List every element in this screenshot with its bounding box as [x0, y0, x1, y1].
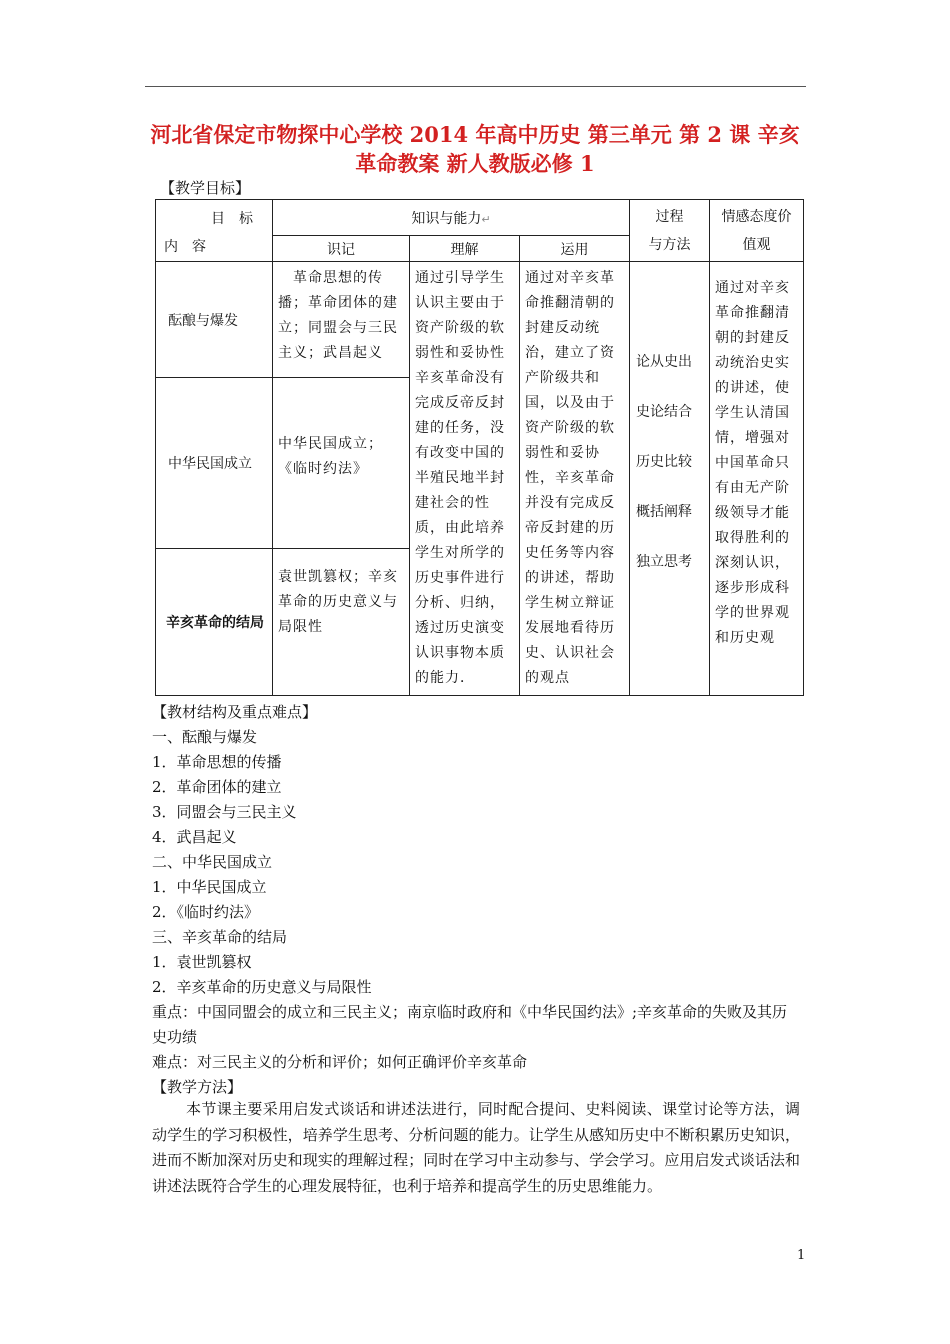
row-label-outcome: 辛亥革命的结局 — [156, 548, 273, 695]
structure-line: 1．革命思想的传播 — [152, 753, 282, 771]
document-title — [130, 120, 820, 178]
page-number: 1 — [797, 1248, 806, 1263]
section-heading-structure: 【教材结构及重点难点】 — [152, 703, 318, 721]
structure-line: 二、中华民国成立 — [152, 853, 273, 871]
memory-cell-brewing: 革命思想的传播；革命团体的建立；同盟会与三民主义；武昌起义 — [273, 262, 410, 378]
header-rule — [145, 86, 806, 87]
process-item: 论从史出 — [636, 354, 693, 370]
apply-cell: 通过对辛亥革命推翻清朝的封建反动统治，建立了资产阶级共和国，以及由于资产阶级的软弱性和妥协性，辛亥革命并没有完成反帝反封建的历史任务等内容的讲述，帮助学生树立辩证发展地看待历史、认识社会的观点 — [520, 262, 630, 696]
structure-line: 1．袁世凯篡权 — [152, 953, 252, 971]
structure-line: 1．中华民国成立 — [152, 878, 267, 896]
header-content: 内 容 — [164, 239, 206, 255]
objectives-table — [155, 199, 804, 696]
section-heading-objectives: 【教学目标】 — [160, 179, 251, 197]
textbook-structure — [152, 700, 812, 1100]
diagonal-header-cell — [156, 200, 273, 262]
header-memory: 识记 — [273, 236, 410, 262]
process-cell — [630, 262, 710, 696]
difficult-points: 难点：对三民主义的分析和评价；如何正确评价辛亥革命 — [152, 1053, 528, 1071]
structure-line: 一、酝酿与爆发 — [152, 728, 258, 746]
process-item: 独立思考 — [636, 554, 693, 570]
understand-cell: 通过引导学生认识主要由于资产阶级的软弱性和妥协性辛亥革命没有完成反帝反封建的任务，没有改变中国的半殖民地半封建社会的性质，由此培养学生对所学的历史事件进行分析、归纳，透过历史演变认识事物本质的能力． — [410, 262, 520, 696]
section-heading-method: 【教学方法】 — [152, 1078, 243, 1096]
memory-cell-founding: 中华民国成立；《临时约法》 — [273, 378, 410, 549]
row-label-brewing: 酝酿与爆发 — [156, 262, 273, 378]
header-target: 目 标 — [211, 211, 253, 227]
title-line-1: 河北省保定市物探中心学校 2014 年高中历史 第三单元 第 2 课 辛亥 — [150, 122, 800, 147]
process-item: 史论结合 — [636, 404, 693, 420]
header-apply: 运用 — [520, 236, 630, 262]
title-line-2: 革命教案 新人教版必修 1 — [355, 151, 595, 176]
structure-line: 三、辛亥革命的结局 — [152, 928, 288, 946]
header-understand: 理解 — [410, 236, 520, 262]
structure-line: 2．《临时约法》 — [152, 903, 260, 921]
structure-line: 3．同盟会与三民主义 — [152, 803, 297, 821]
structure-line: 2．革命团体的建立 — [152, 778, 282, 796]
memory-cell-outcome: 袁世凯篡权；辛亥革命的历史意义与局限性 — [273, 548, 410, 695]
header-emotion: 情感态度价值观 — [710, 200, 804, 262]
header-knowledge: 知识与能力↵ — [273, 200, 630, 236]
row-label-founding: 中华民国成立 — [156, 378, 273, 549]
header-process: 过程 与方法 — [630, 200, 710, 262]
structure-line: 2．辛亥革命的历史意义与局限性 — [152, 978, 372, 996]
emotion-cell: 通过对辛亥革命推翻清朝的封建反动统治史实的讲述，使学生认清国情，增强对中国革命只有由无产阶级领导才能取得胜利的深刻认识，逐步形成科学的世界观和历史观 — [710, 262, 804, 696]
structure-line: 4．武昌起义 — [152, 828, 237, 846]
method-paragraph: 本节课主要采用启发式谈话和讲述法进行，同时配合提问、史料阅读、课堂讨论等方法，调动学生的学习积极性，培养学生思考、分析问题的能力。让学生从感知历史中不断积累历史知识，进而不断加深对历史和现实的理解过程；同时在学习中主动参与、学会学习。应用启发式谈话法和讲述法既符合学生的心理发展特征，也利于培养和提高学生的历史思维能力。 — [152, 1100, 800, 1195]
key-points: 重点：中国同盟会的成立和三民主义；南京临时政府和《中华民国约法》;辛亥革命的失败及其历史功绩 — [152, 1003, 788, 1046]
process-item: 历史比较 — [636, 454, 693, 470]
process-item: 概括阐释 — [636, 504, 693, 520]
